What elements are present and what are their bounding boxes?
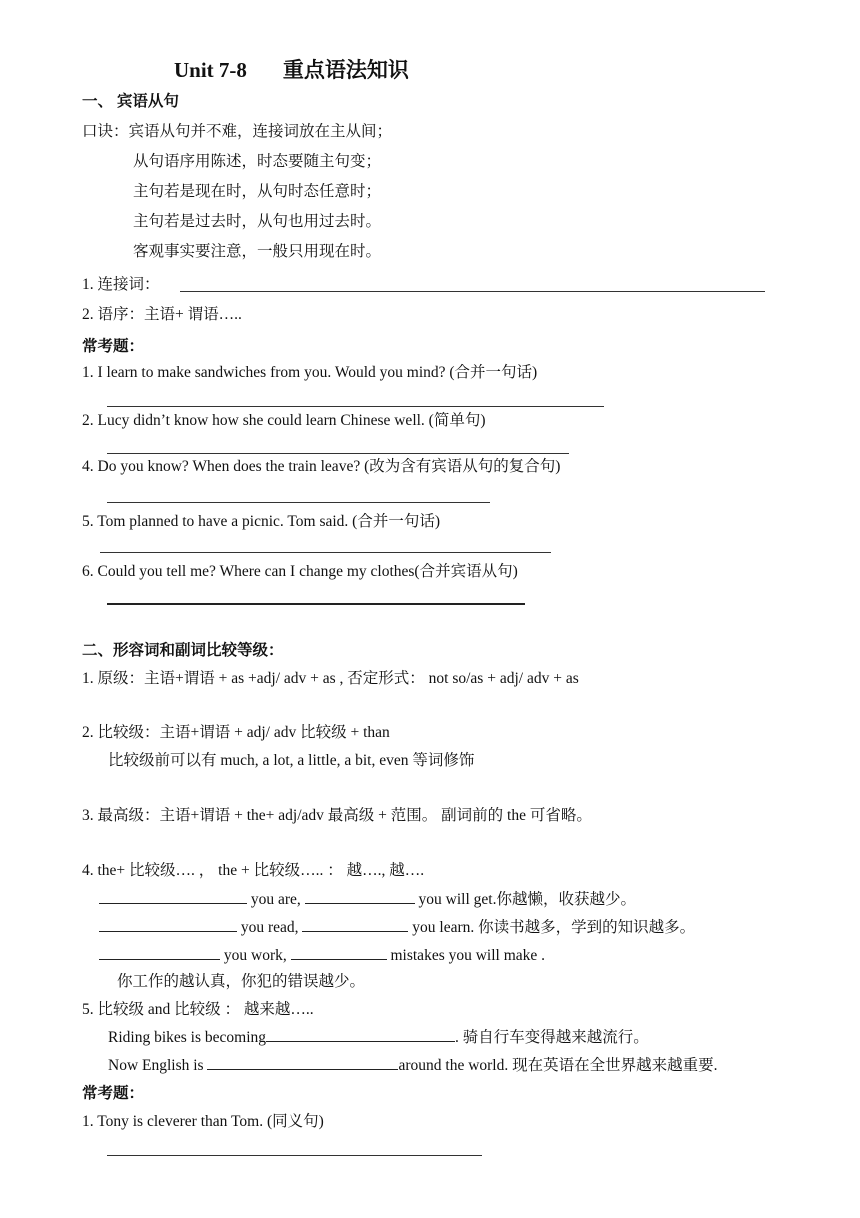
fill-blank[interactable] [291,945,387,960]
example-line-5: Now English is around the world. 现在英语在全世界越来越重要. [108,1057,718,1074]
example-line-2: you read, you learn. 你读书越多，学到的知识越多。 [99,917,695,938]
answer-blank-4[interactable] [107,502,490,503]
example-line-4: Riding bikes is becoming . 骑自行车变得越来越流行。 [108,1029,649,1046]
example-translation: 你工作的越认真，你犯的错误越少。 [117,973,366,990]
rhyme-line-2: 从句语序用陈述，时态要随主句变； [133,153,382,170]
more-and-more-rule: 5. 比较级 and 比较级 ： 越来越….. [82,1001,314,1018]
fill-blank[interactable] [207,1055,398,1070]
fill-blank[interactable] [99,917,237,932]
section-2-heading: 二、形容词和副词比较等级： [82,642,284,659]
question-2-1: 1. Tony is cleverer than Tom. (同义句) [82,1113,324,1130]
question-1: 1. I learn to make sandwiches from you. Would you mind? (合并一句话) [82,364,538,381]
rhyme-line-4: 主句若是过去时，从句也用过去时。 [133,213,382,230]
answer-blank-5[interactable] [100,552,551,553]
example-line-3: you work, mistakes you will make . [99,945,545,966]
title-unit: Unit 7-8 [174,58,247,82]
answer-blank-6[interactable] [107,603,525,605]
fill-blank[interactable] [99,889,247,904]
comparative-modifiers: 比较级前可以有 much, a lot, a little, a bit, even 等词修饰 [108,752,475,769]
connectors-blank[interactable] [180,291,765,292]
positive-degree-rule: 1. 原级：主语+谓语 + as +adj/ adv + as , 否定形式： not so/as + adj/ adv + as [82,670,579,687]
fill-blank[interactable] [305,889,415,904]
superlative-rule: 3. 最高级：主语+谓语 + the+ adj/adv 最高级 + 范围。 副词前的 the 可省略。 [82,807,592,824]
word-order-item: 2. 语序：主语+ 谓语….. [82,306,242,323]
fill-blank[interactable] [302,917,408,932]
question-6: 6. Could you tell me? Where can I change my clothes(合并宾语从句) [82,563,518,580]
exam-heading-2: 常考题： [82,1085,145,1102]
rhyme-line-5: 客观事实要注意，一般只用现在时。 [133,243,382,260]
example-line-1: you are, you will get.你越懒，收获越少。 [99,889,636,910]
the-more-rule: 4. the+ 比较级…. ， the + 比较级….. ： 越…., 越…. [82,862,425,879]
answer-blank-2-1[interactable] [107,1155,482,1156]
question-4: 4. Do you know? When does the train leave? (改为含有宾语从句的复合句) [82,458,561,475]
section-1-heading: 一、 宾语从句 [82,93,179,110]
answer-blank-1[interactable] [107,406,604,407]
page-title [174,57,409,83]
question-5: 5. Tom planned to have a picnic. Tom said. (合并一句话) [82,513,440,530]
connectors-item: 1. 连接词： [82,276,160,293]
comparative-rule: 2. 比较级：主语+谓语 + adj/ adv 比较级 + than [82,724,390,741]
answer-blank-2[interactable] [107,453,569,454]
fill-blank[interactable] [99,945,220,960]
question-2: 2. Lucy didn’t know how she could learn Chinese well. (简单句) [82,412,486,429]
exam-heading-1: 常考题： [82,338,145,355]
rhyme-line-3: 主句若是现在时，从句时态任意时； [133,183,382,200]
title-topic: 重点语法知识 [282,58,409,82]
fill-blank[interactable] [266,1027,455,1042]
rhyme-line-1: 口诀：宾语从句并不难，连接词放在主从间； [82,123,393,140]
